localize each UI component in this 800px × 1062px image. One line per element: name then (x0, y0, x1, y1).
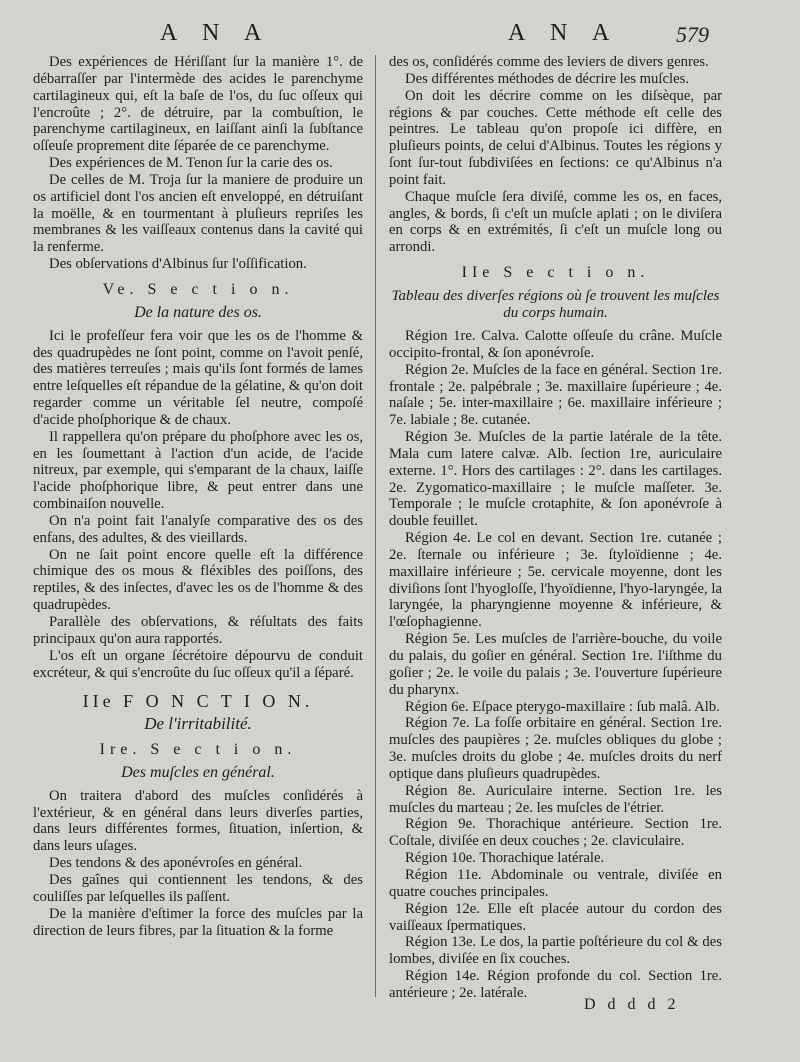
paragraph: Des obſervations d'Albinus ſur l'oſſification. (49, 256, 307, 273)
region-entry: Région 13e. Le dos, la partie poſtérieure du col & des lombes, diviſée en ſix couches. (389, 934, 722, 968)
paragraph: On ne ſait point encore quelle eſt la différence chimique des os mous & fléxibles des poiſſons, des reptiles, & des inſectes, d'avec les os de l'homme & des quadrupèdes. (33, 546, 363, 614)
region-entry: Région 8e. Auriculaire interne. Section 1re. les muſcles du marteau ; 2e. les muſcles de l'étrier. (389, 782, 722, 816)
paragraph: Des gaînes qui contiennent les tendons, & des couliſſes par leſquelles ils paſſent. (33, 871, 363, 905)
region-entry: Région 9e. Thorachique antérieure. Section 1re. Coſtale, diviſée en deux couches ; 2e. claviculaire. (389, 816, 722, 850)
section-heading: Ire. S e c t i o n. (99, 741, 297, 759)
region-entry: Région 14e. Région profonde du col. Section 1re. antérieure ; 2e. latérale. (389, 968, 722, 1001)
region-entry: Région 12e. Elle eſt placée autour du cordon des vaiſſeaux ſpermatiques. (389, 900, 722, 934)
section-title: De la nature des os. (134, 303, 262, 321)
signature-mark: D d d d 2 (584, 996, 680, 1013)
right-column (389, 54, 722, 1002)
paragraph: De la manière d'eſtimer la force des muſcles par la direction de leurs fibres, par la ſituation & la forme (33, 905, 363, 939)
left-column (33, 54, 363, 939)
region-entry: Région 6e. Eſpace pterygo-maxillaire : ſub malâ. Alb. (405, 698, 720, 715)
paragraph: On doit les décrire comme on les diſsèque, par régions & par couches. Cette méthode eſt celle des peintres. Le tableau qu'on propoſe ici diffère, en pluſieurs points, de celui d'Albinus. Toutes les régions y ſont ſur-tout ſubdiviſées en ſections: ce qu'Albinus n'a point fait. (389, 87, 722, 188)
paragraph: des os, conſidérés comme des leviers de divers genres. (389, 54, 709, 70)
region-entry: Région 4e. Le col en devant. Section 1re. cutanée ; 2e. ſternale ou inférieure ; 3e. ſtyloïdienne ; 4e. maxillaire inférieure ; 5e. cervicale moyenne, dont les diviſions ſont l'hyogloſſe, l'hyoïdienne, l'hyo-laryngée, la laryngée, la pharyngienne moyenne & inférieure, & l'œſophagienne. (389, 530, 722, 631)
paragraph: Des différentes méthodes de décrire les muſcles. (405, 70, 689, 87)
paragraph: L'os eſt un organe ſécrétoire dépourvu de conduit excréteur, & qui s'encroûte du ſuc oſſeux qu'il a ſéparé. (33, 647, 363, 681)
running-head-right: A N A (508, 20, 620, 46)
paragraph: Parallèle des obſervations, & réſultats des faits principaux qu'on aura rapportés. (33, 614, 363, 647)
running-head-left: A N A (160, 20, 272, 46)
paragraph: Des tendons & des aponévroſes en général. (49, 855, 303, 872)
region-entry: Région 10e. Thorachique latérale. (405, 850, 605, 867)
paragraph: Des expériences de M. Tenon ſur la carie des os. (49, 155, 333, 172)
fonction-heading: IIe F O N C T I O N. (82, 691, 314, 712)
fonction-title: De l'irritabilité. (144, 714, 252, 734)
region-entry: Région 5e. Les muſcles de l'arrière-bouche, du voile du palais, du goſier en général. Section 1re. l'iſthme du goſier ; 2e. le voile du palais ; 3e. l'ouverture ſupérieure du pharynx. (389, 631, 722, 698)
paragraph: Ici le profeſſeur fera voir que les os de l'homme & des quadrupèdes ne ſont point, comme on l'avoit penſé, des matières terreuſes ; mais qu'ils ſont formés de lames entre leſquelles eſt répandue de la gélatine, & qu'on doit regarder comme un véritable ſel neutre, compoſé d'acide phoſphorique & de chaux. (33, 327, 363, 428)
region-entry: Région 2e. Muſcles de la face en général. Section 1re. frontale ; 2e. palpébrale ; 3e. maxillaire ſupérieure ; 4e. naſale ; 5e. inter-maxillaire ; 6e. maxillaire inférieure ; 7e. labiale ; 8e. cutanée. (389, 361, 722, 429)
column-divider (375, 55, 376, 997)
section-heading: Ve. S e c t i o n. (102, 280, 294, 298)
section-heading: IIe S e c t i o n. (461, 264, 650, 282)
region-entry: Région 3e. Muſcles de la partie latérale de la tête. Mala cum latere calvæ. Alb. ſection 1re, auriculaire externe. 1°. Hors des cartilages : 2°. dans les cartilages. 2e. Zygomatico-maxillaire ; le muſcle maſſeter. 3e. Temporale ; le muſcle crotaphite, & ſon aponévroſe à double feuillet. (389, 429, 722, 530)
paragraph: Il rappellera qu'on prépare du phoſphore avec les os, en les ſoumettant à l'action d'un acide, de l'acide nitreux, par exemple, qui s'emparant de la chaux, laiſſe l'acide phoſphorique libre, & peut entrer dans une combinaiſon nouvelle. (33, 428, 363, 513)
region-entry: Région 7e. La foſſe orbitaire en général. Section 1re. muſcles des paupières ; 2e. muſcles obliques du globe ; 3e. muſcles droits du globe ; 4e. muſcles droits du nerf optique dans pluſieurs quadrupèdes. (389, 715, 722, 782)
paragraph: On traitera d'abord des muſcles conſidérés à l'extérieur, & en général dans leurs diverſes parties, dans leurs différentes formes, ſituation, inſertion, & dans leurs uſages. (33, 787, 363, 855)
page-number: 579 (676, 22, 709, 47)
section-title: Des muſcles en général. (121, 763, 275, 781)
region-entry: Région 1re. Calva. Calotte oſſeuſe du crâne. Muſcle occipito-frontal, & ſon aponévroſe. (389, 327, 722, 361)
section-title: Tableau des diverſes régions où ſe trouvent les muſcles du corps humain. (391, 287, 720, 321)
region-entry: Région 11e. Abdominale ou ventrale, diviſée en quatre couches principales. (389, 866, 722, 900)
paragraph: De celles de M. Troja ſur la maniere de produire un os artificiel dont l'os ancien eſt enveloppé, en détruiſant la moëlle, & en tourmentant à pluſieurs repriſes les membranes & les vaiſſeaux contenus dans la cavité qui la renferme. (33, 171, 363, 256)
paragraph: Chaque muſcle ſera diviſé, comme les os, en faces, angles, & bords, ſi c'eſt un muſcle aplati ; on le diviſera en corps & en extrémités, ſi c'eſt un muſcle long ou arrondi. (389, 188, 722, 256)
paragraph: Des expériences de Hériſſant ſur la manière 1°. de débarraſſer par l'intermède des acides le parenchyme cartilagineux qui, eſt la baſe de l'os, du ſuc oſſeux qui l'encroûte ; 2°. de détruire, par la combuſtion, le parenchyme cartilagineux, en laiſſant ainſi la ſubſtance oſſeuſe proprement dite ſéparée de ce parenchyme. (33, 54, 363, 155)
paragraph: On n'a point fait l'analyſe comparative des os des enfans, des adultes, & des vieillards. (33, 512, 363, 546)
